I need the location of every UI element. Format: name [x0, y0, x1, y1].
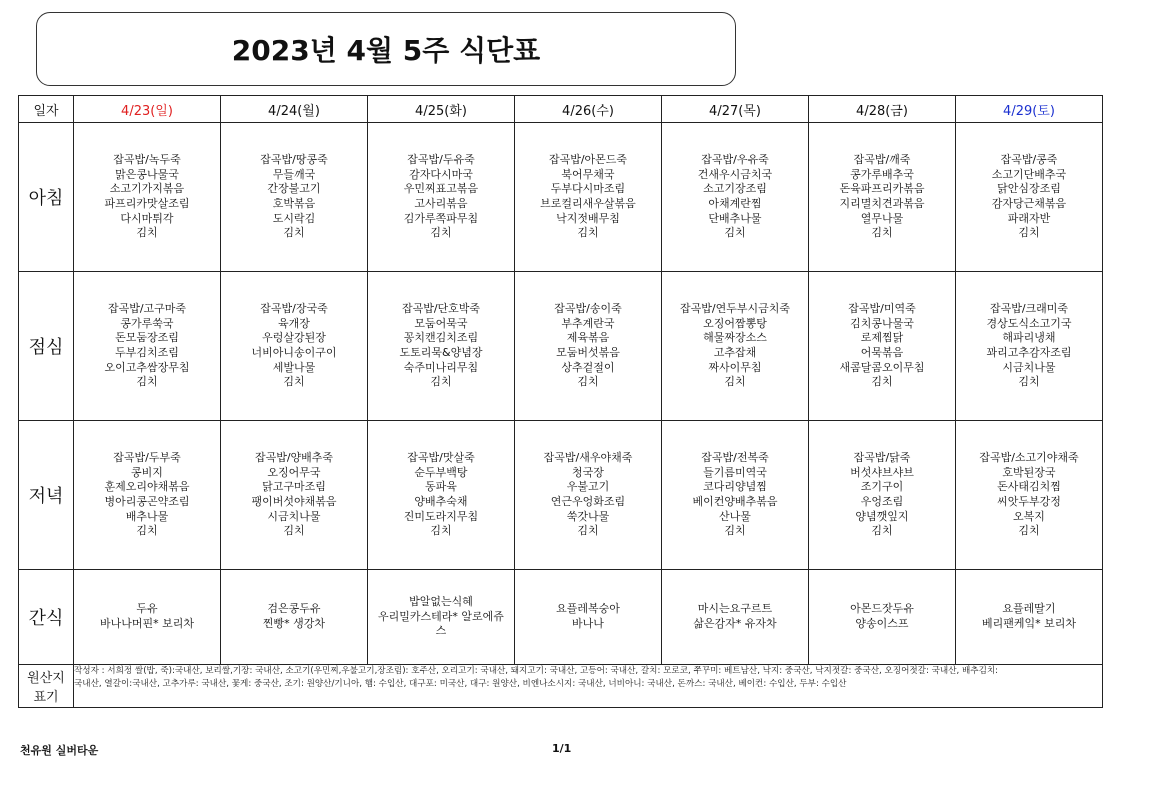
menu-item: 김치 [430, 375, 452, 389]
menu-item: 베이컨양배추볶음 [692, 495, 778, 508]
menu-item: 닭고구마조림 [262, 480, 326, 494]
origin-text [74, 665, 1103, 708]
menu-item: 양배추숙채 [414, 495, 468, 508]
menu-item: 오복지 [1013, 509, 1045, 523]
menu-item: 김가루쪽파무침 [403, 211, 479, 225]
menu-item: 새콤달콤오이무침 [839, 360, 925, 374]
lunch-cell [956, 272, 1103, 421]
day-header: 4/25(화) [368, 96, 515, 123]
lunch-cell [662, 272, 809, 421]
menu-item: 잡곡밥/아몬드죽 [548, 153, 628, 167]
snack-cell [368, 570, 515, 665]
menu-item: 김치 [871, 375, 893, 389]
day-header: 4/28(금) [809, 96, 956, 123]
menu-item: 콩가루쑥국 [120, 316, 174, 330]
breakfast-cell [515, 123, 662, 272]
menu-item: 돈사태김치찜 [997, 480, 1061, 494]
lunch-cell [74, 272, 221, 421]
menu-item: 콩가루배추국 [850, 167, 914, 181]
menu-item: 연근우엉화조림 [550, 495, 626, 508]
menu-item: 코다리양념찜 [703, 480, 767, 494]
menu-item: 감자다시마국 [409, 167, 473, 181]
menu-item: 시금치나물 [267, 509, 321, 523]
dinner-cell [662, 421, 809, 570]
menu-item: 베리팬케잌* 보리차 [981, 617, 1076, 630]
menu-item: 무들깨국 [272, 167, 316, 181]
menu-item: 우엉조림 [860, 495, 904, 508]
breakfast-label: 아침 [19, 123, 74, 272]
origin-line: 작성자 : 서희정 쌀(밥, 죽):국내산, 보리쌀,기장: 국내산, 소고기(우민찌,우불고기,장조림): 호주산, 오리고기: 국내산, 돼지고기: 국내산, 고등어: 국내산, 갈치: 모로코, 쭈꾸미: 베트남산, 낙지: 중국산, 낙지젓갈: 중국산, 오징어젓갈: 국내산, 배추김치: [74, 666, 999, 676]
menu-item: 짜사이무침 [708, 360, 762, 374]
lunch-row [19, 272, 1103, 421]
menu-item: 찐빵* 생강차 [262, 617, 326, 630]
menu-item: 우리밀카스테라* 알로에쥬 [378, 609, 504, 623]
menu-item: 잡곡밥/장국죽 [260, 302, 328, 316]
menu-item: 돈육파프리카볶음 [839, 182, 925, 196]
menu-item: 김치 [283, 375, 305, 389]
snack-cell [221, 570, 368, 665]
menu-item: 잡곡밥/두유죽 [407, 153, 475, 167]
menu-item: 들기름미역국 [703, 465, 767, 479]
menu-item: 너비아니송이구이 [251, 346, 337, 359]
menu-item: 두부김치조림 [115, 346, 179, 359]
menu-item: 잡곡밥/땅콩죽 [260, 153, 328, 167]
menu-item: 김치 [577, 226, 599, 240]
menu-item: 호박볶음 [272, 197, 316, 210]
menu-item: 도시락김 [272, 211, 316, 225]
menu-item: 김치 [136, 226, 158, 240]
menu-item: 고사리볶음 [414, 197, 468, 210]
menu-item: 잡곡밥/크래미죽 [989, 302, 1069, 316]
menu-item: 육개장 [278, 316, 310, 330]
snack-label: 간식 [19, 570, 74, 665]
menu-item: 청국장 [572, 465, 604, 479]
menu-item: 김치 [1018, 226, 1040, 240]
menu-item: 잡곡밥/전복죽 [701, 451, 769, 465]
menu-item: 해물짜장소스 [703, 331, 767, 345]
day-header: 4/26(수) [515, 96, 662, 123]
menu-item: 김치 [577, 524, 599, 538]
snack-cell [956, 570, 1103, 665]
menu-item: 아몬드잣두유 [850, 602, 914, 616]
menu-item: 잡곡밥/새우야채죽 [543, 451, 633, 465]
menu-item: 잡곡밥/연두부시금치죽 [680, 302, 790, 316]
breakfast-cell [74, 123, 221, 272]
origin-row [19, 665, 1103, 708]
menu-item: 제육볶음 [566, 331, 610, 345]
menu-item: 아채계란찜 [708, 197, 762, 210]
menu-item: 바나나 [572, 617, 604, 630]
lunch-cell [809, 272, 956, 421]
breakfast-row [19, 123, 1103, 272]
menu-item: 소고기단배추국 [991, 167, 1067, 181]
snack-cell [662, 570, 809, 665]
menu-item: 두부다시마조림 [550, 182, 626, 196]
menu-item: 꽁치캔김치조림 [403, 331, 479, 345]
menu-item: 씨앗두부강정 [997, 495, 1061, 508]
menu-item: 김치 [283, 226, 305, 240]
menu-item: 양념깻잎지 [855, 509, 909, 523]
day-header: 4/24(월) [221, 96, 368, 123]
menu-item: 오징어짬뽕탕 [703, 316, 767, 330]
menu-item: 열무나물 [860, 211, 904, 225]
menu-item: 꽈리고추감자조림 [986, 346, 1072, 359]
menu-item: 요플레복숭아 [556, 602, 620, 616]
menu-item: 닭안심장조림 [997, 182, 1061, 196]
menu-item: 김치 [724, 524, 746, 538]
menu-item: 잡곡밥/송이죽 [554, 302, 622, 316]
snack-cell [74, 570, 221, 665]
dinner-cell [956, 421, 1103, 570]
breakfast-cell [221, 123, 368, 272]
menu-item: 해파리냉채 [1002, 331, 1056, 345]
dinner-label: 저녁 [19, 421, 74, 570]
day-header: 4/23(일) [74, 96, 221, 123]
menu-item: 배추나물 [125, 509, 169, 523]
menu-item: 낙지젓배무침 [556, 211, 620, 225]
menu-item: 잡곡밥/두부죽 [113, 451, 181, 465]
origin-line: 국내산, 열갈이:국내산, 고추가루: 국내산, 꽃게: 중국산, 조기: 원양산/기니아, 햄: 수입산, 대구포: 미국산, 대구: 원양산, 비엔나소시지: 국내산, 너비아니: 국내산, 돈까스: 국내산, 베이컨: 수입산, 두부: 수입산 [74, 679, 847, 689]
menu-item: 맑은콩나물국 [115, 167, 179, 181]
menu-item: 잡곡밥/콩죽 [1000, 153, 1058, 167]
menu-item: 김치 [871, 524, 893, 538]
dinner-cell [368, 421, 515, 570]
menu-item: 북어무채국 [561, 167, 615, 181]
menu-item: 모둠어묵국 [414, 316, 468, 330]
header-row [19, 96, 1103, 123]
menu-item: 잡곡밥/닭죽 [853, 451, 911, 465]
menu-item: 로제찜닭 [860, 331, 904, 345]
menu-item: 김치 [871, 226, 893, 240]
menu-item: 팽이버섯야채볶음 [251, 495, 337, 508]
menu-item: 요플레딸기 [1002, 602, 1056, 616]
menu-item: 소고기가지볶음 [109, 182, 185, 196]
menu-item: 간장불고기 [267, 182, 321, 196]
menu-item: 산나물 [719, 509, 751, 523]
menu-item: 어묵볶음 [860, 346, 904, 359]
menu-item: 숙주미나리무침 [403, 360, 479, 374]
menu-item: 잡곡밥/맛살죽 [407, 451, 475, 465]
menu-item: 동파육 [425, 480, 457, 494]
title-box [36, 12, 736, 86]
menu-item: 소고기장조림 [703, 182, 767, 196]
menu-item: 시금치나물 [1002, 360, 1056, 374]
dinner-cell [221, 421, 368, 570]
menu-item: 돈모둠장조림 [115, 331, 179, 345]
menu-item: 잡곡밥/양배추죽 [254, 451, 334, 465]
menu-item: 오이고추쌈장무침 [104, 360, 190, 374]
menu-item: 진미도라지무침 [403, 509, 479, 523]
menu-item: 바나나머핀* 보리차 [99, 617, 194, 630]
menu-item: 병아리콩곤약조림 [104, 495, 190, 508]
menu-item: 부추계란국 [561, 316, 615, 330]
menu-item: 검은콩두유 [267, 602, 321, 616]
menu-item: 경상도식소고기국 [986, 316, 1072, 330]
menu-item: 파프리카맛살조림 [104, 197, 190, 210]
menu-item: 고추잡채 [713, 346, 757, 359]
menu-item: 마시는요구르트 [697, 602, 773, 616]
snack-cell [515, 570, 662, 665]
menu-item: 건새우시금치국 [697, 167, 773, 181]
dinner-cell [74, 421, 221, 570]
menu-item: 우불고기 [566, 480, 610, 494]
menu-item: 김치 [430, 524, 452, 538]
lunch-cell [221, 272, 368, 421]
breakfast-cell [809, 123, 956, 272]
menu-item: 밥알없는식혜 [409, 595, 473, 609]
snack-row [19, 570, 1103, 665]
menu-item: 우민찌표고볶음 [403, 182, 479, 196]
meal-plan-table [18, 95, 1103, 708]
dinner-row [19, 421, 1103, 570]
menu-item: 김치 [283, 524, 305, 538]
day-header: 4/29(토) [956, 96, 1103, 123]
origin-label: 원산지 표기 [19, 665, 74, 708]
menu-item: 세발나물 [272, 360, 316, 374]
menu-item: 훈제오리야채볶음 [104, 480, 190, 494]
date-column-label: 일자 [19, 96, 74, 123]
menu-item: 쑥갓나물 [566, 509, 610, 523]
menu-item: 김치 [577, 375, 599, 389]
menu-item: 호박된장국 [1002, 465, 1056, 479]
menu-item: 잡곡밥/깨죽 [853, 153, 911, 167]
breakfast-cell [956, 123, 1103, 272]
menu-item: 김치 [1018, 524, 1040, 538]
lunch-cell [515, 272, 662, 421]
menu-item: 김치콩나물국 [850, 316, 914, 330]
menu-item: 조기구이 [860, 480, 904, 494]
menu-item: 잡곡밥/녹두죽 [113, 153, 181, 167]
footer-page-number: 1/1 [552, 742, 572, 755]
breakfast-cell [368, 123, 515, 272]
menu-item: 감자당근채볶음 [991, 197, 1067, 210]
menu-item: 양송이스프 [855, 617, 909, 630]
menu-item: 도토리묵&양념장 [399, 346, 483, 359]
menu-item: 우렁살강된장 [262, 331, 326, 345]
menu-item: 순두부백탕 [414, 465, 468, 479]
menu-item: 김치 [724, 226, 746, 240]
footer-org: 천유원 실버타운 [20, 744, 99, 757]
menu-item: 잡곡밥/고구마죽 [107, 302, 187, 316]
lunch-cell [368, 272, 515, 421]
menu-item: 스 [435, 624, 447, 638]
lunch-label: 점심 [19, 272, 74, 421]
menu-item: 오징어무국 [267, 465, 321, 479]
menu-item: 상추겉절이 [561, 360, 615, 374]
page-title: 2023년 4월 5주 식단표 [231, 34, 541, 67]
menu-item: 파래자반 [1007, 211, 1051, 225]
menu-item: 단배추나물 [708, 211, 762, 225]
menu-item: 삶은감자* 유자차 [693, 617, 777, 630]
menu-item: 잡곡밥/우유죽 [701, 153, 769, 167]
menu-item: 다시마튀각 [120, 211, 174, 225]
menu-item: 잡곡밥/미역죽 [848, 302, 916, 316]
menu-item: 버섯샤브샤브 [850, 465, 914, 479]
menu-item: 두유 [136, 602, 158, 616]
menu-item: 잡곡밥/소고기야채죽 [979, 451, 1079, 465]
snack-cell [809, 570, 956, 665]
menu-item: 김치 [136, 375, 158, 389]
day-header: 4/27(목) [662, 96, 809, 123]
menu-item: 김치 [136, 524, 158, 538]
menu-item: 김치 [724, 375, 746, 389]
menu-item: 잡곡밥/단호박죽 [401, 302, 481, 316]
dinner-cell [809, 421, 956, 570]
menu-item: 모둠버섯볶음 [556, 346, 620, 359]
breakfast-cell [662, 123, 809, 272]
menu-item: 지리멸치견과볶음 [839, 197, 925, 210]
menu-item: 콩비지 [131, 465, 163, 479]
menu-item: 김치 [1018, 375, 1040, 389]
menu-item: 김치 [430, 226, 452, 240]
dinner-cell [515, 421, 662, 570]
menu-item: 브로컬리새우살볶음 [540, 197, 636, 210]
